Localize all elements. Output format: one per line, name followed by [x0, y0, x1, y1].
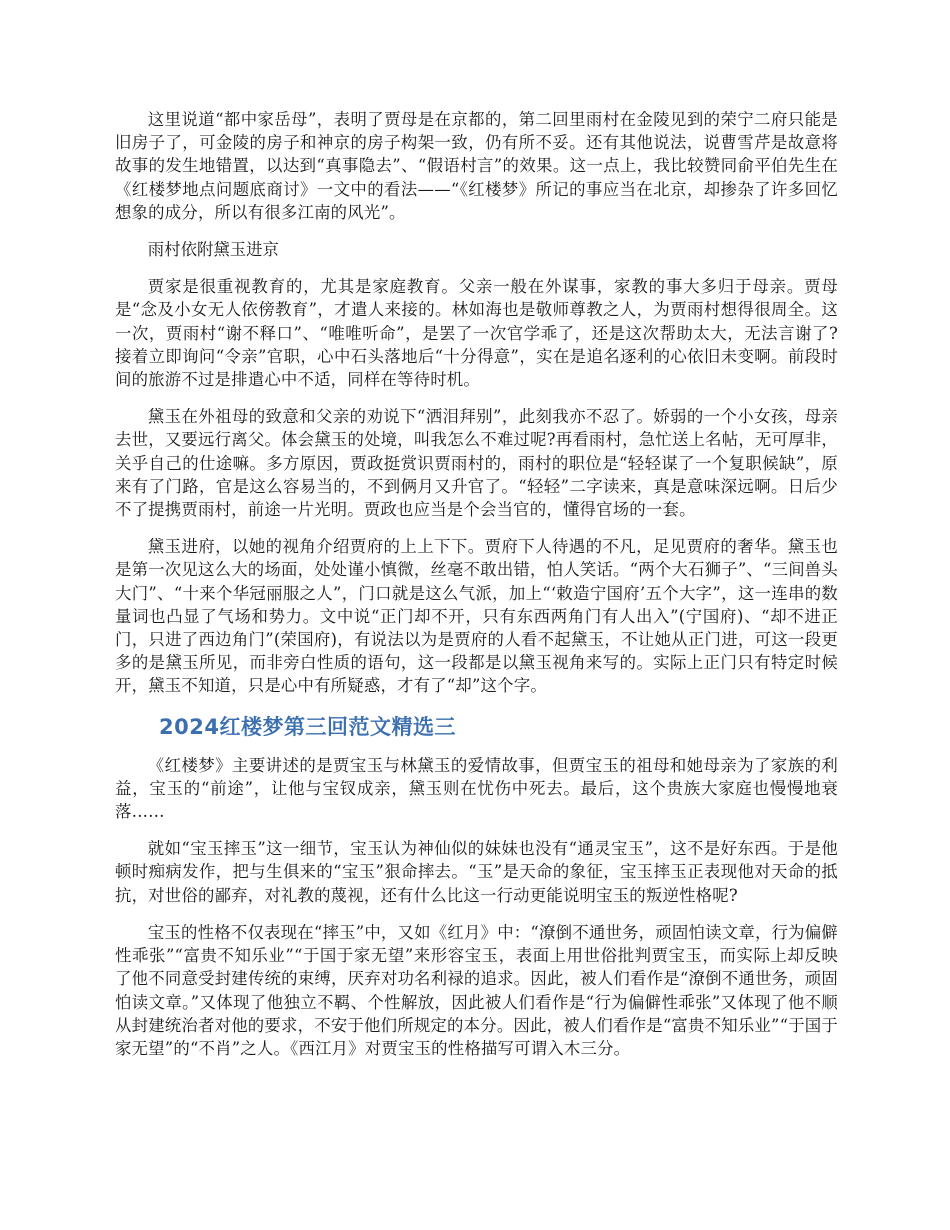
paragraph-story-summary: 《红楼梦》主要讲述的是贾宝玉与林黛玉的爱情故事，但贾宝玉的祖母和她母亲为了家族的利益，宝玉的“前途”，让他与宝钗成亲，黛玉则在忧伤中死去。最后，这个贵族大家庭也慢慢地衰落…… [115, 755, 838, 822]
document-body [115, 108, 838, 1074]
paragraph-daiyu-farewell: 黛玉在外祖母的致意和父亲的劝说下“洒泪拜别”，此刻我亦不忍了。娇弱的一个小女孩，母亲去世，又要远行离父。体会黛玉的处境，叫我怎么不难过呢?再看雨村，急忙送上名帖，无可厚非，关乎自己的仕途嘛。多方原因，贾政挺赏识贾雨村的，雨村的职位是“轻轻谋了一个复职候缺”，原来有了门路，官是这么容易当的，不到俩月又升官了。“轻轻”二字读来，真是意味深远啊。日后少不了提携贾雨村，前途一片光明。贾政也应当是个会当官的，懂得官场的一套。 [115, 407, 838, 520]
paragraph-family-education: 贾家是很重视教育的，尤其是家庭教育。父亲一般在外谋事，家教的事大多归于母亲。贾母是“念及小女无人依傍教育”，才遣人来接的。林如海也是敬师尊教之人，为贾雨村想得很周全。这一次，贾雨村“谢不释口”、“唯唯听命”，是罢了一次官学乖了，还是这次帮助太大，无法言谢了?接着立即询问“令亲”官职，心中石头落地后“十分得意”，实在是追名逐利的心依旧未变啊。前段时间的旅游不过是排遣心中不适，同样在等待时机。 [115, 277, 838, 390]
paragraph-baoyu-character: 宝玉的性格不仅表现在“摔玉”中，又如《红月》中：“潦倒不通世务，顽固怕读文章，行为偏僻性乖张”“富贵不知乐业”“于国于家无望”来形容宝玉，表面上用世俗批判贾宝玉，而实际上却反映了他不同意受封建传统的束缚，厌弃对功名利禄的追求。因此，被人们看作是“潦倒不通世务，顽固怕读文章。”又体现了他独立不羁、个性解放，因此被人们看作是“行为偏僻性乖张”又体现了他不顺从封建统治者对他的要求，不安于他们所规定的本分。因此，被人们看作是“富贵不知乐业”“于国于家无望”的“不肖”之人。《西江月》对贾宝玉的性格描写可谓入木三分。 [115, 922, 838, 1058]
paragraph-baoyu-smashes-jade: 就如“宝玉摔玉”这一细节，宝玉认为神仙似的妹妹也没有“通灵宝玉”，这不是好东西。于是他顿时痴病发作，把与生俱来的“宝玉”狠命摔去。“玉”是天命的象征，宝玉摔玉正表现他对天命的抵抗，对世俗的鄙弃，对礼教的蔑视，还有什么比这一行动更能说明宝玉的叛逆性格呢? [115, 839, 838, 905]
paragraph-daiyu-enters-mansion: 黛玉进府，以她的视角介绍贾府的上上下下。贾府下人待遇的不凡，足见贾府的奢华。黛玉也是第一次见这么大的场面，处处谨小慎微，丝毫不敢出错，怕人笑话。“两个大石狮子”、“三间兽头大门”、“十来个华冠丽服之人”，门口就是这么气派，加上“‘敕造宁国府’五个大字”，这一连串的数量词也凸显了气场和势力。文中说“正门却不开，只有东西两角门有人出入”(宁国府)、“却不进正门，只进了西边角门”(荣国府)，有说法以为是贾府的人看不起黛玉，不让她从正门进，可这一段更多的是黛玉所见，而非旁白性质的语句，这一段都是以黛玉视角来写的。实际上正门只有特定时候开，黛玉不知道，只是心中有所疑惑，才有了“却”这个字。 [115, 537, 838, 696]
section-title: 2024红楼梦第三回范文精选三 [159, 714, 456, 739]
paragraph-beijing-setting: 这里说道“都中家岳母”，表明了贾母是在京都的，第二回里雨村在金陵见到的荣宁二府只能是旧房子了，可金陵的房子和神京的房子构架一致，仍有所不妥。还有其他说法，说曹雪芹是故意将故事的发生地错置，以达到“真事隐去”、“假语村言”的效果。这一点上，我比较赞同俞平伯先生在《红楼梦地点问题底商讨》一文中的看法——“《红楼梦》所记的事应当在北京，却掺杂了许多回忆想象的成分，所以有很多江南的风光”。 [115, 110, 838, 222]
subheading-yucun-follows-daiyu: 雨村依附黛玉进京 [147, 240, 279, 260]
